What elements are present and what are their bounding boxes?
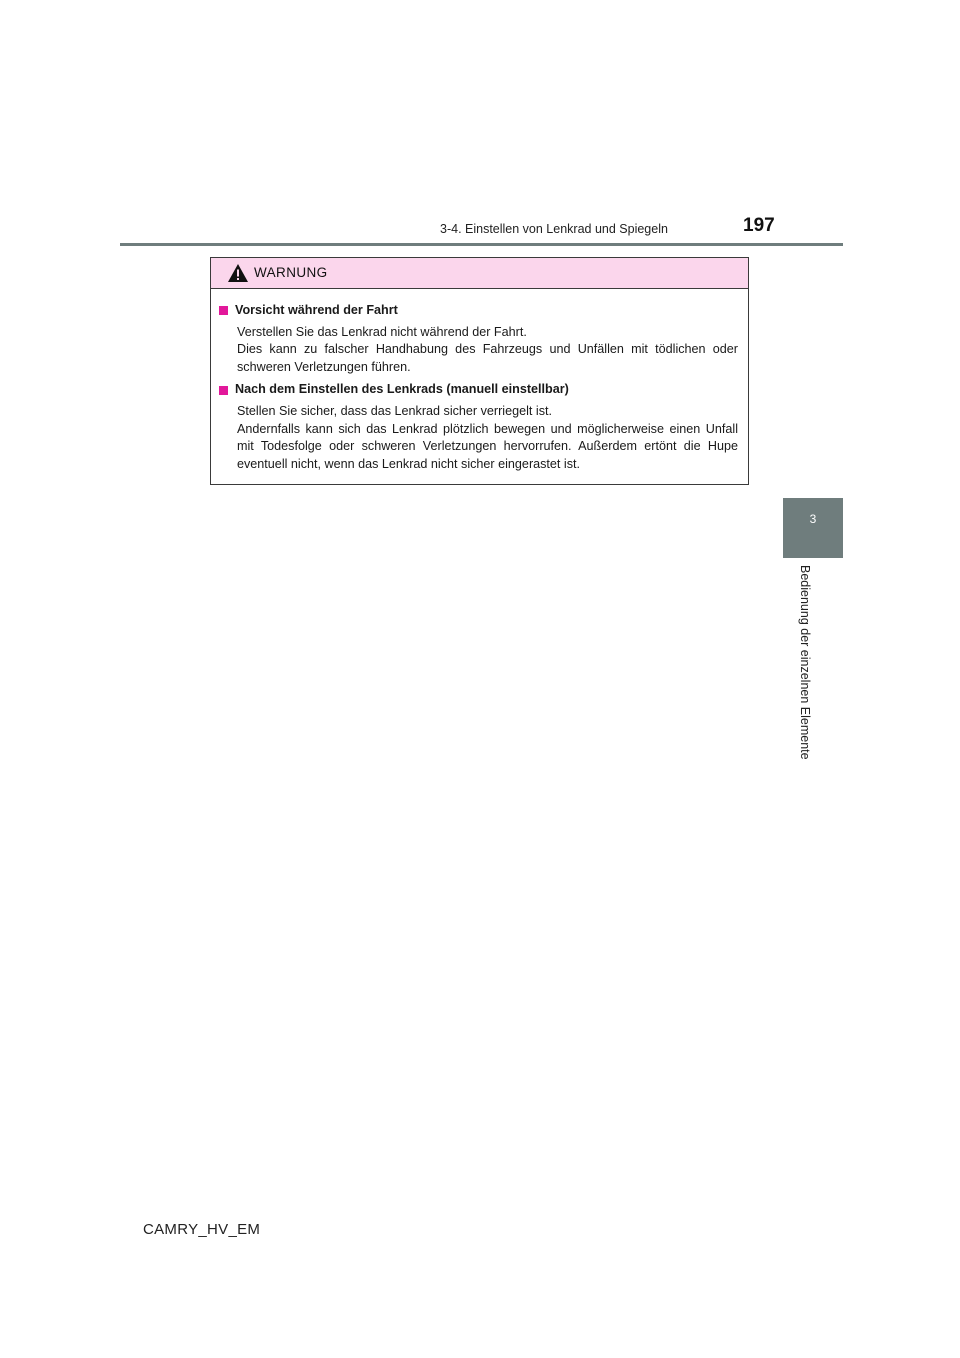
warning-item-line: Andernfalls kann sich das Lenkrad plötzlich bewegen und möglicherweise einen Unfall mit Todesfolge oder schweren Verletzungen hervorrufen. Außerdem ertönt die Hupe eventuell nicht, wenn das Lenkrad nicht sicher eingerastet ist. xyxy=(237,421,738,471)
bullet-square-icon xyxy=(219,306,228,315)
bullet-square-icon xyxy=(219,386,228,395)
page-number: 197 xyxy=(743,215,775,236)
warning-item-text xyxy=(219,403,738,473)
chapter-tab xyxy=(783,498,843,558)
warning-body xyxy=(211,289,748,473)
header-divider xyxy=(120,243,843,246)
warning-item-heading xyxy=(219,381,738,399)
warning-item-text xyxy=(219,324,738,377)
warning-item-line: Stellen Sie sicher, dass das Lenkrad sicher verriegelt ist. xyxy=(237,403,552,418)
warning-item-heading-text: Nach dem Einstellen des Lenkrads (manuell einstellbar) xyxy=(235,382,569,397)
warning-item-line: Verstellen Sie das Lenkrad nicht während der Fahrt. xyxy=(237,324,527,339)
document-code: CAMRY_HV_EM xyxy=(143,1221,261,1238)
warning-box xyxy=(210,257,749,485)
warning-triangle-icon xyxy=(227,263,249,283)
warning-item-line: Dies kann zu falscher Handhabung des Fahrzeugs und Unfällen mit tödlichen oder schweren Verletzungen führen. xyxy=(237,342,738,374)
warning-item-heading xyxy=(219,302,738,320)
warning-item-heading-text: Vorsicht während der Fahrt xyxy=(235,303,398,317)
chapter-title: Bedienung der einzelnen Elemente xyxy=(798,565,812,760)
warning-header xyxy=(211,258,748,289)
chapter-number: 3 xyxy=(809,512,817,526)
section-title: 3-4. Einstellen von Lenkrad und Spiegeln xyxy=(440,222,668,236)
warning-title: WARNUNG xyxy=(254,265,328,280)
